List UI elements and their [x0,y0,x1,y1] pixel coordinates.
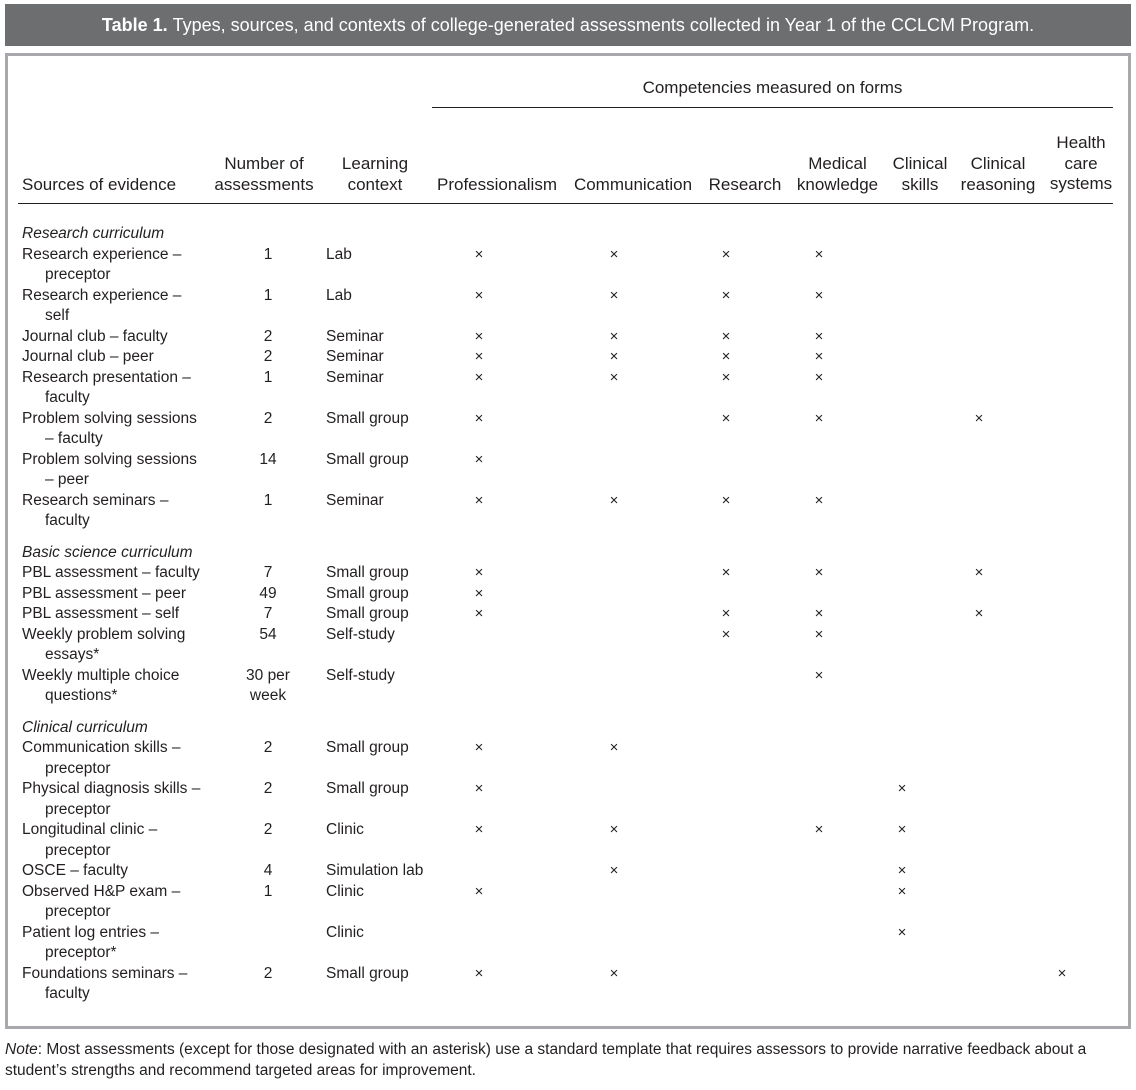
context-cell: Seminar [326,368,384,386]
check-mark: × [814,286,824,304]
table-row [18,450,1113,491]
header-rule [18,203,1113,204]
check-mark: × [814,409,824,427]
number-line: week [249,687,287,704]
number-cell [212,584,324,605]
check-mark: × [474,245,484,263]
source-line: faculty [45,512,90,529]
number-line: 2 [263,821,273,838]
source-line: Weekly multiple choice [22,666,180,684]
number-line: 2 [263,327,273,345]
number-line: 4 [263,862,273,879]
table-row [18,491,1113,532]
check-mark: × [721,564,731,581]
source-cell [22,245,212,286]
table-row [18,327,1113,348]
check-mark: × [609,491,619,509]
section-heading [18,224,1113,245]
context-cell: Small group [326,739,409,756]
table-note [5,1040,1131,1081]
check-mark: × [814,327,824,345]
section-spacer [18,532,1113,543]
number-line: 2 [263,780,273,797]
source-line: OSCE – faculty [22,862,128,879]
number-line: 1 [263,368,273,386]
number-cell [212,964,324,985]
source-cell [22,666,212,707]
number-line: 2 [263,348,273,365]
check-mark: × [814,605,824,622]
source-cell [22,923,212,964]
source-line: preceptor [45,759,111,777]
check-mark: × [474,327,484,345]
number-cell [212,666,324,707]
check-mark: × [897,882,907,900]
check-mark: × [974,409,984,427]
context-cell: Lab [326,245,352,263]
check-mark: × [1057,964,1067,982]
source-line: Research experience – [22,286,182,304]
source-cell [22,563,212,584]
competencies-rule [432,107,1113,108]
context-cell: Simulation lab [326,862,424,879]
check-mark: × [474,821,484,838]
check-mark: × [814,491,824,509]
number-line: 2 [263,964,273,982]
check-mark: × [721,409,731,427]
table-label: Table 1. [101,14,168,35]
table-row [18,604,1113,625]
source-line: preceptor* [45,944,117,961]
number-cell [212,604,324,625]
number-line: 1 [263,245,273,263]
check-mark: × [609,821,619,838]
check-mark: × [609,739,619,756]
check-mark: × [721,245,731,263]
context-cell: Small group [326,584,409,602]
source-line: faculty [45,389,90,406]
check-mark: × [474,450,484,468]
section-title: Clinical curriculum [22,718,148,736]
context-cell: Self-study [326,625,395,643]
check-mark: × [814,666,824,684]
source-line: preceptor [45,800,111,818]
check-mark: × [897,821,907,838]
check-mark: × [721,368,731,386]
source-line: Communication skills – [22,739,181,756]
table-row [18,820,1113,861]
check-mark: × [897,780,907,797]
source-line: faculty [45,985,90,1002]
source-line: Journal club – faculty [22,327,168,345]
source-line: Problem solving sessions [22,409,197,427]
source-line: Foundations seminars – [22,964,188,982]
number-cell [212,491,324,512]
number-cell [212,245,324,266]
source-line: Research presentation – [22,368,191,386]
context-cell: Small group [326,450,409,468]
number-line: 1 [263,491,273,509]
table-row [18,563,1113,584]
context-cell: Small group [326,409,409,427]
source-line: Patient log entries – [22,923,160,941]
source-line: self [45,307,70,324]
check-mark: × [721,286,731,304]
section-heading [18,718,1113,739]
source-line: Weekly problem solving [22,625,186,643]
table-row [18,368,1113,409]
col-medical-knowledge: Medical knowledge [796,154,879,194]
col-research: Research [708,175,782,194]
number-line: 49 [259,584,277,602]
col-context: Learning context [341,154,409,194]
context-cell: Clinic [326,923,364,941]
check-mark: × [609,245,619,263]
context-cell: Clinic [326,821,364,838]
source-line: preceptor [45,266,111,283]
table-row [18,286,1113,327]
table-row [18,666,1113,707]
context-cell: Self-study [326,666,395,684]
source-line: – faculty [45,430,103,447]
col-sources: Sources of evidence [22,175,177,194]
table-row [18,923,1113,964]
context-cell: Small group [326,564,409,581]
check-mark: × [609,348,619,365]
check-mark: × [474,964,484,982]
table-row [18,584,1113,605]
number-cell [212,286,324,307]
context-cell: Seminar [326,327,384,345]
source-line: Observed H&P exam – [22,882,181,900]
number-cell [212,368,324,389]
table-row [18,409,1113,450]
source-cell [22,964,212,1005]
col-professionalism: Professionalism [437,175,557,194]
col-clinical-reasoning: Clinical reasoning [960,154,1036,194]
check-mark: × [609,286,619,304]
source-cell [22,450,212,491]
source-cell [22,779,212,820]
table-row [18,861,1113,882]
check-mark: × [721,491,731,509]
check-mark: × [814,245,824,263]
source-line: PBL assessment – peer [22,584,186,602]
source-line: preceptor [45,903,111,920]
source-cell [22,409,212,450]
source-line: questions* [45,687,118,704]
number-cell [212,563,324,584]
section-spacer [18,707,1113,718]
source-line: Research experience – [22,245,182,263]
col-health-care-systems: Health care systems [1049,133,1113,193]
table-title-bar [5,4,1131,46]
table-row [18,625,1113,666]
source-cell [22,625,212,666]
number-cell [212,820,324,841]
table-row [18,882,1113,923]
number-cell [212,882,324,903]
context-cell: Clinic [326,882,364,900]
source-cell [22,882,212,923]
col-clinical-skills: Clinical skills [892,154,948,194]
check-mark: × [721,625,731,643]
check-mark: × [814,821,824,838]
col-communication: Communication [573,175,693,194]
assessment-table-body [18,224,1113,1005]
number-cell [212,625,324,646]
check-mark: × [474,564,484,581]
number-line: 30 per [246,666,290,684]
number-cell [212,861,324,882]
check-mark: × [974,564,984,581]
source-cell [22,327,212,348]
check-mark: × [721,348,731,365]
check-mark: × [721,327,731,345]
check-mark: × [474,286,484,304]
source-line: – peer [45,471,89,488]
context-cell: Small group [326,964,409,982]
check-mark: × [609,964,619,982]
check-mark: × [974,605,984,622]
section-title: Basic science curriculum [22,543,193,561]
source-line: PBL assessment – faculty [22,564,200,581]
context-cell: Small group [326,605,409,622]
number-cell [212,738,324,759]
note-text: : Most assessments (except for those designated with an asterisk) use a standard template that requires assessors to provide narrative feedback about a student’s strengths and recommend targeted areas for improvement. [5,1041,1087,1079]
col-number: Number of assessments [214,154,314,194]
number-line: 1 [263,286,273,304]
section-title: Research curriculum [22,225,165,242]
check-mark: × [609,327,619,345]
check-mark: × [814,348,824,365]
check-mark: × [474,491,484,509]
number-line: 2 [263,739,273,756]
check-mark: × [474,739,484,756]
number-line: 7 [263,564,273,581]
number-line: 14 [259,450,277,468]
check-mark: × [609,368,619,386]
number-cell [212,409,324,430]
source-line: Research seminars – [22,491,169,509]
source-cell [22,738,212,779]
source-cell [22,347,212,368]
check-mark: × [474,882,484,900]
check-mark: × [814,625,824,643]
table-row [18,779,1113,820]
source-line: essays* [45,646,100,663]
number-cell [212,779,324,800]
table-row [18,964,1113,1005]
source-line: PBL assessment – self [22,605,180,622]
source-line: Journal club – peer [22,348,154,365]
source-line: preceptor [45,841,111,859]
context-cell: Seminar [326,491,384,509]
source-line: Longitudinal clinic – [22,821,158,838]
note-label: Note [5,1041,38,1058]
source-cell [22,491,212,532]
table-row [18,245,1113,286]
table-row [18,738,1113,779]
check-mark: × [474,605,484,622]
check-mark: × [814,564,824,581]
section-heading [18,543,1113,564]
source-cell [22,604,212,625]
source-cell [22,584,212,605]
check-mark: × [609,862,619,879]
check-mark: × [474,348,484,365]
check-mark: × [474,584,484,602]
check-mark: × [721,605,731,622]
check-mark: × [897,862,907,879]
number-cell [212,450,324,471]
number-cell [212,327,324,348]
check-mark: × [897,923,907,941]
source-cell [22,861,212,882]
table-row [18,347,1113,368]
number-line: 1 [263,882,273,900]
number-line: 54 [259,625,277,643]
table-caption: Types, sources, and contexts of college-generated assessments collected in Year 1 of the CCLCM Program. [172,14,1035,35]
source-cell [22,286,212,327]
context-cell: Small group [326,780,409,797]
source-line: Physical diagnosis skills – [22,780,201,797]
context-cell: Lab [326,286,352,304]
check-mark: × [474,780,484,797]
number-line: 7 [263,605,273,622]
source-cell [22,820,212,861]
source-cell [22,368,212,409]
source-line: Problem solving sessions [22,450,197,468]
check-mark: × [814,368,824,386]
context-cell: Seminar [326,348,384,365]
competencies-group-header: Competencies measured on forms [642,78,903,97]
check-mark: × [474,409,484,427]
number-cell [212,347,324,368]
number-line: 2 [263,409,273,427]
check-mark: × [474,368,484,386]
